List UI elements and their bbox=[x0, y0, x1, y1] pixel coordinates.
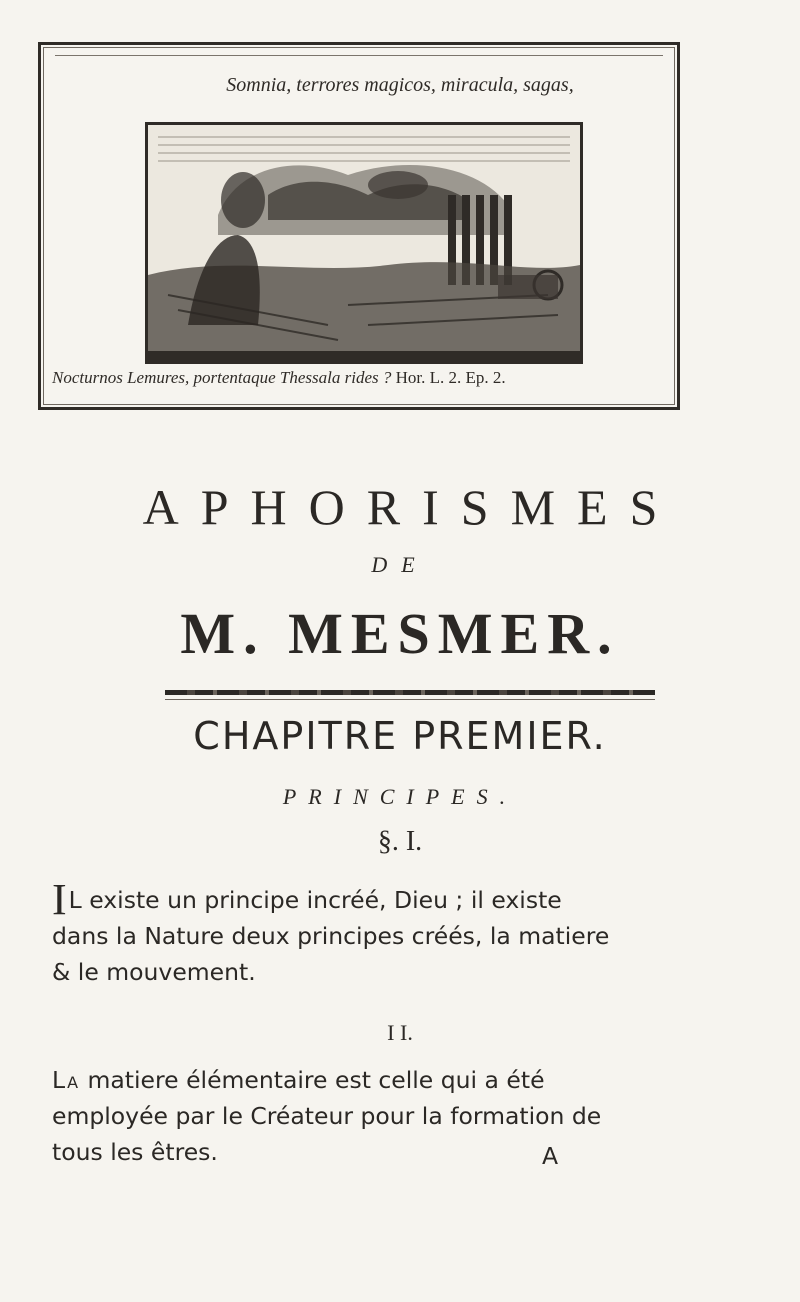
paragraph-1-line-3: & le mouvement. bbox=[52, 958, 256, 986]
lead-letter: L bbox=[68, 886, 82, 914]
signature-mark: A bbox=[542, 1142, 559, 1170]
paragraph-1-line-2: dans la Nature deux principes créés, la matiere bbox=[52, 922, 610, 950]
ornamental-rule bbox=[165, 690, 655, 695]
paragraph-1 bbox=[52, 875, 692, 990]
chapter-heading: CHAPITRE PREMIER. bbox=[193, 714, 607, 758]
line-text: existe un principe incréé, Dieu ; il existe bbox=[81, 886, 562, 914]
section-number: §. I. bbox=[377, 826, 423, 857]
frontispiece-caption bbox=[52, 368, 770, 388]
author-name: M. MESMER. bbox=[180, 601, 620, 666]
lead-word: La bbox=[52, 1066, 81, 1094]
line-text: matiere élémentaire est celle qui a été bbox=[80, 1066, 545, 1094]
paragraph-2 bbox=[52, 1062, 692, 1170]
chapter-subheading: PRINCIPES. bbox=[282, 784, 518, 809]
caption-reference: Hor. L. 2. Ep. 2. bbox=[395, 368, 506, 387]
paragraph-1-line-1 bbox=[52, 875, 692, 924]
engraving-illustration bbox=[145, 122, 583, 364]
paragraph-2-line-1 bbox=[52, 1062, 692, 1098]
paragraph-2-line-2: employée par le Créateur pour la formation de bbox=[52, 1102, 602, 1130]
drop-cap: I bbox=[52, 875, 67, 924]
engraving-scene-icon bbox=[148, 125, 580, 361]
section-number-2: I I. bbox=[387, 1020, 413, 1045]
caption-latin-verse: Nocturnos Lemures, portentaque Thessala rides ? bbox=[52, 368, 392, 387]
thin-rule bbox=[165, 699, 655, 700]
title-de: DE bbox=[371, 552, 429, 577]
book-title: APHORISMES bbox=[142, 479, 680, 535]
paragraph-2-line-3: tous les êtres. bbox=[52, 1138, 218, 1166]
frontispiece-motto: Somnia, terrores magicos, miracula, sagas, bbox=[226, 74, 574, 96]
